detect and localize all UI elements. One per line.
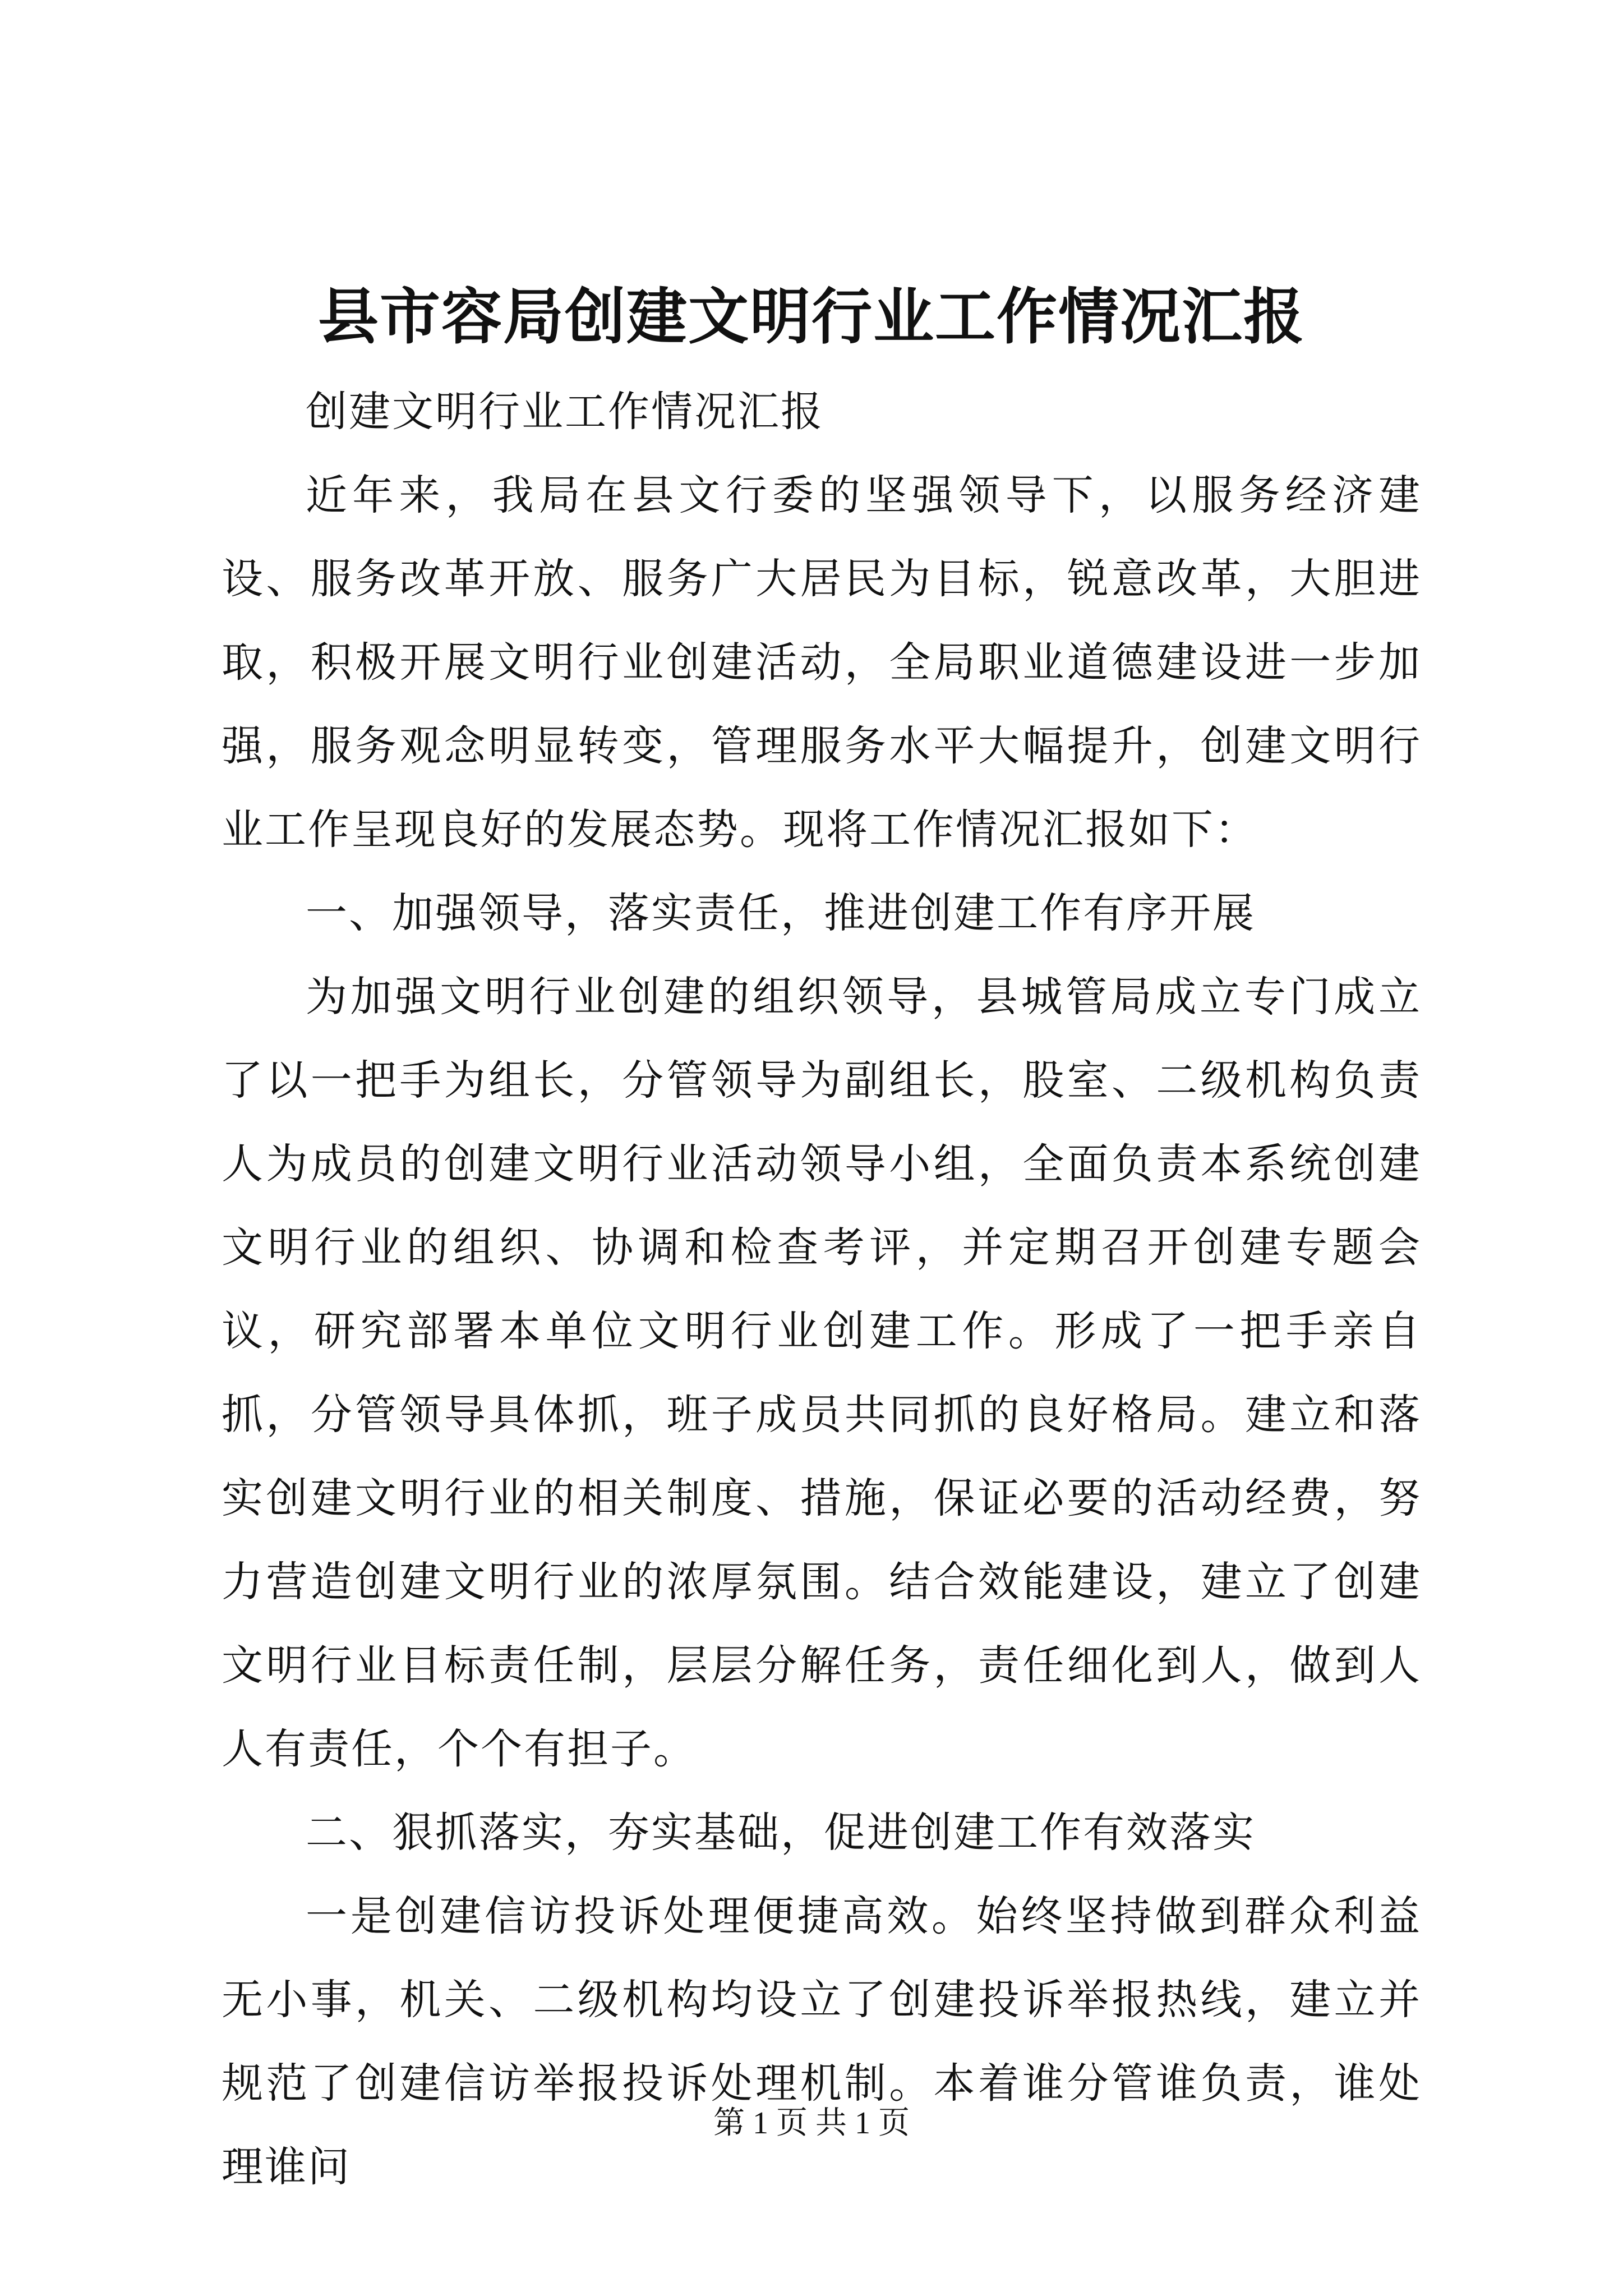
document-title: 县市容局创建文明行业工作情况汇报	[317, 282, 1305, 352]
page-number-footer: 第 1 页 共 1 页	[713, 2106, 910, 2141]
paragraph-subtitle: 创建文明行业工作情况汇报	[306, 388, 824, 436]
paragraph-intro: 近年来，我局在县文行委的坚强领导下，以服务经济建设、服务改革开放、服务广大居民为目标，锐意改革，大胆进取，积极开展文明行业创建活动，全局职业道德建设进一步加强，服务观念明显转变，管理服务水平大幅提升，创建文明行业工作呈现良好的发展态势。现将工作情况汇报如下：	[222, 471, 1422, 854]
paragraph-section-2: 一是创建信访投诉处理便捷高效。始终坚持做到群众利益无小事，机关、二级机构均设立了创建投诉举报热线，建立并规范了创建信访举报投诉处理机制。本着谁分管谁负责，谁处理谁问	[222, 1892, 1422, 2191]
section-heading-1: 一、加强领导，落实责任，推进创建工作有序开展	[306, 889, 1256, 937]
document-body	[222, 370, 1422, 2209]
section-heading-2: 二、狠抓落实，夯实基础，促进创建工作有效落实	[306, 1809, 1256, 1857]
paragraph-section-1: 为加强文明行业创建的组织领导，县城管局成立专门成立了以一把手为组长，分管领导为副组长，股室、二级机构负责人为成员的创建文明行业活动领导小组，全面负责本系统创建文明行业的组织、协调和检查考评，并定期召开创建专题会议，研究部署本单位文明行业创建工作。形成了一把手亲自抓，分管领导具体抓，班子成员共同抓的良好格局。建立和落实创建文明行业的相关制度、措施，保证必要的活动经费，努力营造创建文明行业的浓厚氛围。结合效能建设，建立了创建文明行业目标责任制，层层分解任务，责任细化到人，做到人人有责任，个个有担子。	[222, 973, 1422, 1773]
